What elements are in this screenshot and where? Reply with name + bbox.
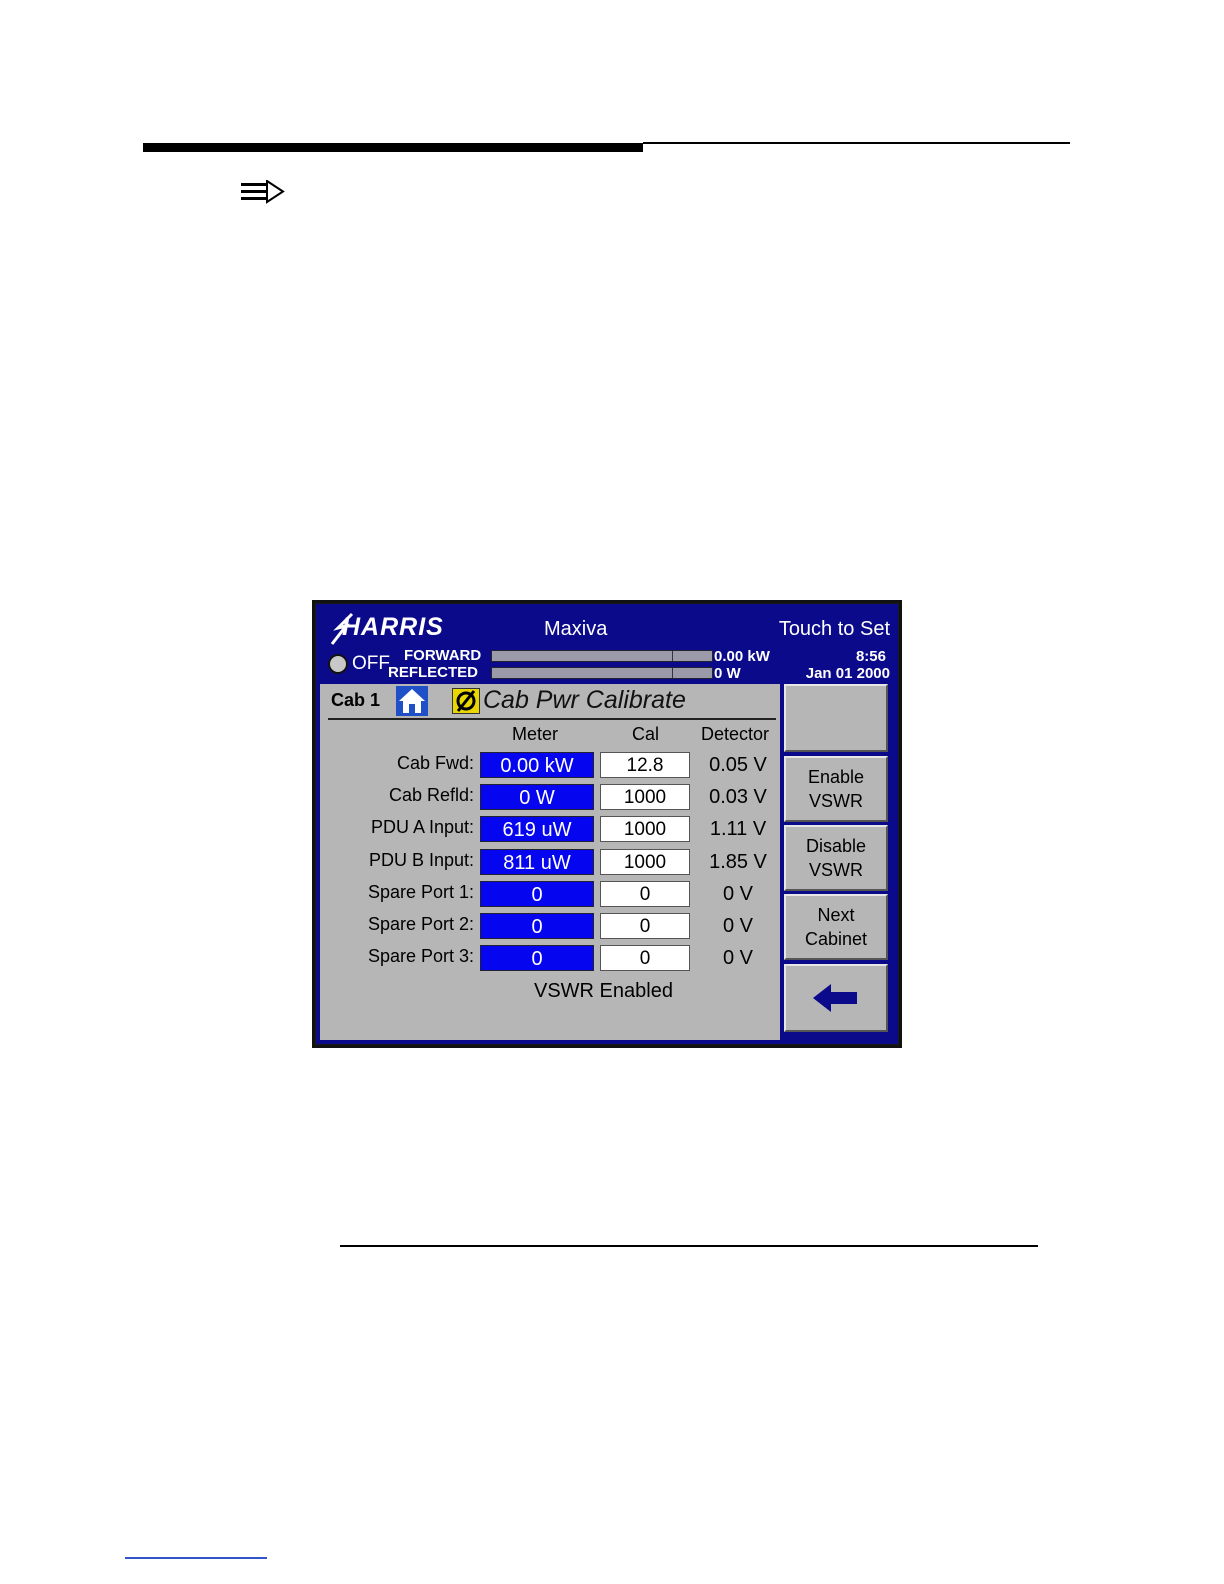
power-state-label: OFF (352, 653, 390, 674)
row-label: PDU A Input: (370, 817, 474, 838)
row-label: Cab Refld: (388, 785, 474, 806)
footer-link-rule (125, 1557, 267, 1559)
column-detector: Detector (701, 724, 770, 744)
detector-value: 0 V (722, 882, 754, 905)
forward-power-bar (491, 650, 713, 662)
svg-text:HARRIS: HARRIS (342, 613, 444, 641)
cal-value-field[interactable]: 0 (600, 881, 690, 907)
back-button[interactable] (784, 964, 888, 1032)
vswr-status: VSWR Enabled (534, 980, 673, 1002)
detector-value: 0.05 V (709, 754, 767, 776)
enable-vswr-button[interactable] (784, 756, 888, 822)
cab-label: Cab 1 (331, 690, 381, 710)
cal-value-field[interactable]: 0 (600, 913, 690, 939)
back-arrow-icon (811, 980, 861, 1016)
home-icon[interactable] (396, 686, 428, 716)
forward-label: FORWARD (404, 647, 482, 664)
row-label: Spare Port 1: (367, 881, 474, 902)
next-cabinet-button[interactable] (784, 894, 888, 960)
column-cal: Cal (632, 724, 660, 744)
blank-button (784, 684, 888, 752)
cal-value-field[interactable]: 1000 (600, 849, 690, 875)
detector-value: 1.85 V (709, 850, 767, 873)
touch-to-set[interactable]: Touch to Set (778, 618, 890, 640)
row-label: Cab Fwd: (396, 753, 474, 773)
screen-title: Maxiva (544, 618, 608, 640)
reflected-power-value: 0 W (714, 665, 741, 682)
row-label: PDU B Input: (368, 849, 474, 870)
harris-logo (328, 610, 458, 646)
detector-value: 0.03 V (709, 786, 767, 809)
column-meter: Meter (512, 724, 559, 744)
content-panel (320, 684, 780, 1040)
cal-value-field[interactable]: 1000 (600, 784, 690, 810)
detector-value: 1.11 V (709, 818, 767, 841)
reflected-power-bar (491, 667, 713, 679)
disable-vswr-label: Disable VSWR (805, 836, 867, 880)
transmitter-screen (316, 604, 898, 1044)
meter-value: 619 uW (480, 816, 594, 842)
power-state-indicator (328, 654, 348, 674)
header-rule-thick (143, 143, 643, 152)
detector-value: 0 V (722, 947, 754, 970)
meter-value: 811 uW (480, 849, 594, 875)
forward-power-value: 0.00 kW (714, 648, 770, 665)
null-icon (452, 688, 480, 714)
meter-value: 0 (480, 913, 594, 939)
clock-date: Jan 01 2000 (805, 665, 890, 682)
cal-value-field[interactable]: 1000 (600, 816, 690, 842)
meter-value: 0 (480, 881, 594, 907)
meter-value: 0 W (480, 784, 594, 810)
row-label: Spare Port 2: (367, 914, 474, 934)
next-cabinet-label: Next Cabinet (804, 905, 868, 949)
clock-time: 8:56 (855, 648, 886, 665)
enable-vswr-label: Enable VSWR (807, 767, 865, 811)
panel-divider (328, 718, 776, 720)
detector-value: 0 V (722, 915, 754, 937)
row-label: Spare Port 3: (367, 946, 474, 967)
footer-rule (340, 1245, 1038, 1247)
note-icon (239, 180, 285, 204)
cal-value-field[interactable]: 12.8 (600, 752, 690, 778)
cal-value-field[interactable]: 0 (600, 945, 690, 971)
meter-value: 0 (480, 945, 594, 971)
page-name: Cab Pwr Calibrate (483, 686, 686, 714)
meter-value: 0.00 kW (480, 752, 594, 778)
reflected-label: REFLECTED (388, 664, 478, 681)
header-rule-thin (643, 142, 1070, 144)
disable-vswr-button[interactable] (784, 825, 888, 891)
